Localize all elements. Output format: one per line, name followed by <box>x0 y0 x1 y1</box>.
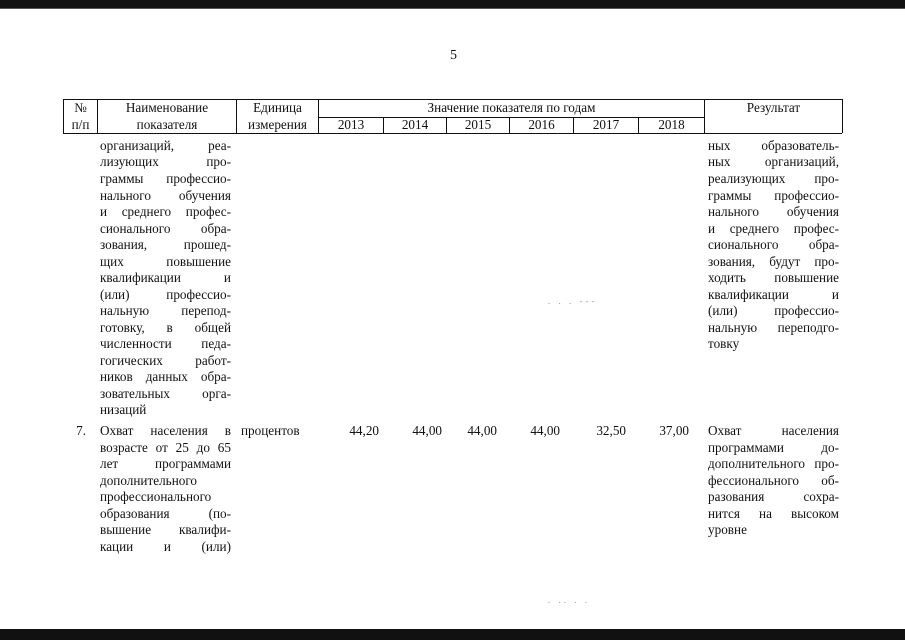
header-result: Результат <box>746 100 801 115</box>
row-7-number: 7. <box>76 423 86 438</box>
text-line: граммы профессио- <box>708 188 839 203</box>
text-line: программами до- <box>708 440 839 455</box>
text-line: готовку, в общей <box>100 320 231 335</box>
text-line: профессионального <box>100 489 212 504</box>
text-line: низаций <box>100 402 147 417</box>
text-line: численности педа- <box>100 336 231 351</box>
text-line: (или) профессио- <box>708 303 839 318</box>
text-line: квалификации и <box>708 287 839 302</box>
text-line: и среднего профес- <box>708 221 839 236</box>
text-line: зовательных орга- <box>100 386 231 401</box>
row-7-value-2016: 44,00 <box>530 423 560 438</box>
header-year: 2014 <box>401 117 429 132</box>
page-number: 5 <box>450 48 457 63</box>
header-name-line1: Наименование <box>125 100 209 115</box>
text-line: разования сохра- <box>708 489 839 504</box>
text-line: Охват населения в <box>100 423 231 438</box>
scan-bottom-border <box>0 629 905 640</box>
text-line: квалификации и <box>100 270 231 285</box>
text-line: и среднего профес- <box>100 204 231 219</box>
row-7-value-2015: 44,00 <box>467 423 497 438</box>
text-line: образования (по- <box>100 506 231 521</box>
text-line: зования, будут про- <box>708 254 839 269</box>
scan-top-border <box>0 0 905 8</box>
text-line: нального обучения <box>708 204 839 219</box>
header-name-line2: показателя <box>136 117 198 132</box>
text-line: гогических работ- <box>100 353 231 368</box>
text-line: Охват населения <box>708 423 839 438</box>
scan-noise: . . . --- <box>548 296 598 306</box>
text-line: кации и (или) <box>100 539 231 554</box>
text-line: организаций, реа- <box>100 138 231 153</box>
row-7-value-2014: 44,00 <box>412 423 442 438</box>
header-year: 2017 <box>592 117 620 132</box>
text-line: вышение квалифи- <box>100 522 231 537</box>
header-year: 2016 <box>528 117 555 132</box>
text-line: нальную перепод- <box>100 303 231 318</box>
text-line: товку <box>708 336 740 351</box>
header-values-group: Значение показателя по годам <box>427 100 596 115</box>
text-line: нальную переподго- <box>708 320 839 335</box>
text-line: (или) профессио- <box>100 287 231 302</box>
text-line: щих повышение <box>100 254 231 269</box>
header-year: 2015 <box>464 117 492 132</box>
text-line: реализующих про- <box>708 171 839 186</box>
text-line: лизующих про- <box>100 154 231 169</box>
row-7-value-2017: 32,50 <box>596 423 626 438</box>
header-year: 2018 <box>658 117 685 132</box>
text-line: сионального обра- <box>708 237 839 252</box>
text-line: ных организаций, <box>708 154 839 169</box>
text-line: ных образователь- <box>708 138 839 153</box>
header-year: 2013 <box>337 117 365 132</box>
text-line: дополнительного про- <box>708 456 839 471</box>
text-line: уровне <box>708 522 747 537</box>
scan-top-border-shadow <box>0 8 905 9</box>
row-7-value-2013: 44,20 <box>349 423 379 438</box>
text-line: ходить повышение <box>708 270 839 285</box>
row-7-unit: процентов <box>241 423 300 438</box>
header-num-line2: п/п <box>71 117 90 132</box>
header-unit-line2: измерения <box>248 117 307 132</box>
text-line: возрасте от 25 до 65 <box>100 440 231 455</box>
text-line: фессионального об- <box>708 473 839 488</box>
text-line: нится на высоком <box>708 506 839 521</box>
scan-noise: . .. . . <box>548 595 590 605</box>
text-line: нального обучения <box>100 188 231 203</box>
text-line: ников данных обра- <box>100 369 231 384</box>
text-line: дополнительного <box>100 473 198 488</box>
row-7-value-2018: 37,00 <box>659 423 689 438</box>
text-line: зования, прошед- <box>100 237 231 252</box>
header-unit-line1: Единица <box>253 100 302 115</box>
header-num-line1: № <box>74 100 87 115</box>
text-line: лет программами <box>100 456 231 471</box>
text-line: сионального обра- <box>100 221 231 236</box>
text-line: граммы профессио- <box>100 171 231 186</box>
